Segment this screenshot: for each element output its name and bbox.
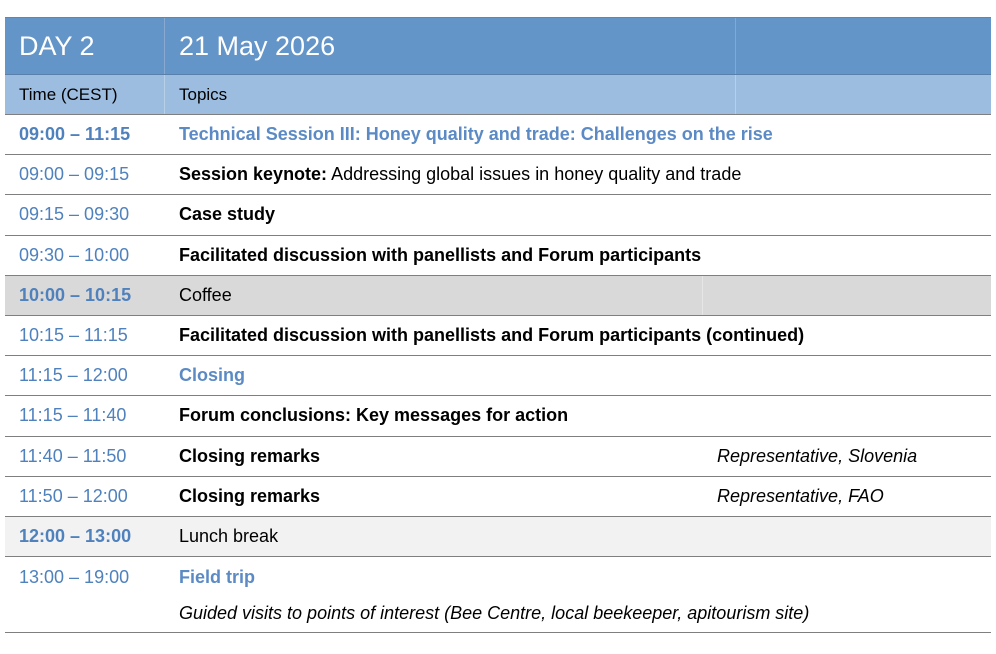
row-topic: Facilitated discussion with panellists and Forum participants [179,244,702,265]
row-time: 09:00 – 11:15 [19,124,131,145]
table-row [5,155,991,195]
row-topic: Coffee [179,284,232,305]
row-divider [702,276,703,315]
row-time: 09:00 – 09:15 [19,164,130,185]
table-row [5,437,991,477]
row-time: 12:00 – 13:00 [19,525,132,546]
row-time: 11:40 – 11:50 [19,445,127,466]
table-row-lunch [5,517,991,557]
row-time: 10:00 – 10:15 [19,284,132,305]
speaker: Representative, FAO [717,485,884,506]
session-title: Field trip [179,566,255,587]
row-topic [165,164,991,185]
header-divider [735,75,736,114]
field-trip-top [5,557,991,597]
row-topic: Forum conclusions: Key messages for action [179,405,569,426]
row-topic: Closing remarks [179,445,321,466]
row-time: 11:50 – 12:00 [19,485,128,506]
field-trip-detail: Guided visits to points of interest (Bee Centre, local beekeeper, apitourism site) [179,602,810,623]
row-time: 09:30 – 10:00 [19,244,130,265]
row-topic: Closing remarks [179,485,321,506]
table-row [5,115,991,155]
row-topic: Facilitated discussion with panellists and Forum participants (continued) [179,325,805,346]
row-time: 10:15 – 11:15 [19,325,128,346]
column-header-topics: Topics [179,84,228,104]
table-row-coffee [5,276,991,316]
table-row [5,356,991,396]
session-title: Technical Session III: Honey quality and trade: Challenges on the rise [179,124,773,145]
table-row-field-trip [5,557,991,633]
row-time: 11:15 – 11:40 [19,405,127,426]
topic-bold-part: Session keynote: [179,164,328,185]
speaker: Representative, Slovenia [717,445,918,466]
row-time: 11:15 – 12:00 [19,365,128,386]
day-header-row [5,17,991,75]
day-label: DAY 2 [5,18,165,74]
column-header-row [5,75,991,115]
topic-rest: Addressing global issues in honey quality and trade [327,164,742,185]
column-header-time: Time (CEST) [5,75,165,114]
session-title: Closing [179,365,245,386]
table-row [5,316,991,356]
header-divider [735,18,736,74]
row-time: 13:00 – 19:00 [19,566,130,587]
row-topic: Lunch break [179,525,279,546]
table-row [5,477,991,517]
row-time: 09:15 – 09:30 [19,204,130,225]
row-topic: Case study [179,204,276,225]
table-row [5,195,991,235]
table-row [5,396,991,436]
agenda-table [5,17,991,633]
day-date: 21 May 2026 [179,30,336,61]
table-row [5,236,991,276]
